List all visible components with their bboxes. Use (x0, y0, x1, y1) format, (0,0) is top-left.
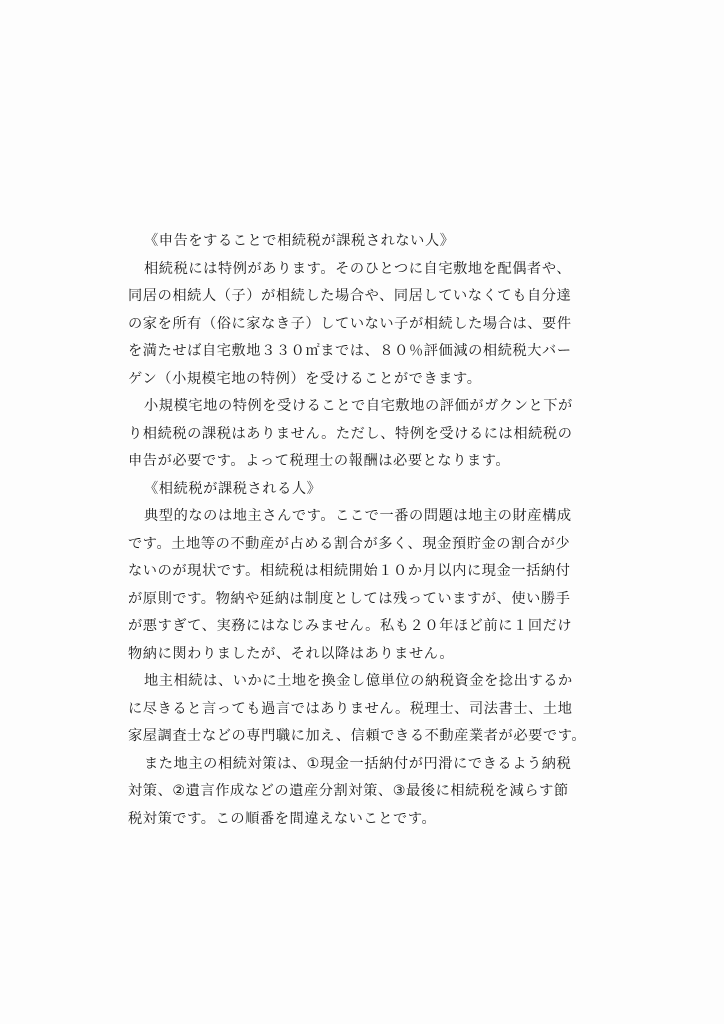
paragraph-line: 小規模宅地の特例を受けることで自宅敷地の評価がガクンと下が (144, 398, 573, 414)
paragraph-line: の家を所有（俗に家なき子）していない子が相続した場合は、要件 (128, 315, 572, 332)
document-body (128, 228, 608, 833)
paragraph-line: 地主相続は、いかに土地を換金し億単位の納税資金を捻出するか (144, 673, 573, 689)
paragraph-line: また地主の相続対策は、①現金一括納付が円滑にできるよう納税 (144, 755, 572, 772)
paragraph-line: 相続税には特例があります。そのひとつに自宅敷地を配偶者や、 (144, 260, 572, 277)
paragraph-line: 同居の相続人（子）が相続した場合や、同居していなくても自分達 (128, 288, 572, 304)
paragraph-line: に尽きると言っても過言ではありません。税理士、司法書士、土地 (128, 700, 573, 717)
paragraph-line: 申告が必要です。よって税理士の報酬は必要となります。 (128, 453, 511, 469)
heading-taxed: 《相続税が課税される人》 (144, 480, 322, 497)
paragraph-line: が原則です。物納や延納は制度としては残っていますが、使い勝手 (128, 590, 571, 607)
paragraph-line: 物納に関わりましたが、それ以降はありません。 (128, 645, 455, 662)
paragraph-line: です。土地等の不動産が占める割合が多く、現金預貯金の割合が少 (128, 535, 571, 552)
paragraph-line: 対策、②遺言作成などの遺産分割対策、③最後に相続税を減らす節 (128, 783, 569, 799)
paragraph-line: ないのが現状です。相続税は相続開始１０か月以内に現金一括納付 (128, 563, 571, 579)
paragraph-line: が悪すぎて、実務にはなじみません。私も２０年ほど前に１回だけ (128, 618, 573, 634)
paragraph-line: り相続税の課税はありません。ただし、特例を受けるには相続税の (128, 425, 573, 442)
paragraph-line: 典型的なのは地主さんです。ここで一番の問題は地主の財産構成 (144, 508, 572, 524)
paragraph-line: を満たせば自宅敷地３３０㎡までは、８０％評価減の相続税大バー (128, 343, 572, 359)
paragraph-line: 家屋調査士などの専門職に加え、信頼できる不動産業者が必要です。 (128, 728, 587, 744)
heading-no-tax: 《申告をすることで相続税が課税されない人》 (144, 233, 455, 249)
paragraph-line: ゲン（小規模宅地の特例）を受けることができます。 (128, 370, 482, 387)
paragraph-line: 税対策です。この順番を間違えないことです。 (128, 810, 437, 827)
